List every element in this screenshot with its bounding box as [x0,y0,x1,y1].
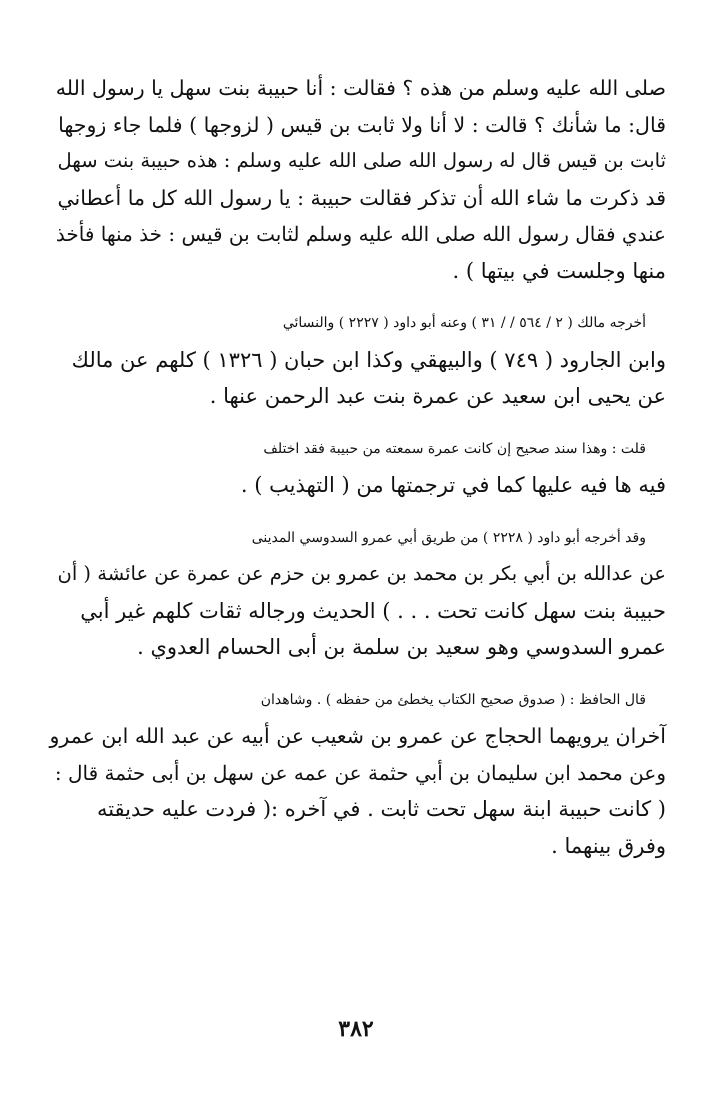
text-line: عن يحيى ابن سعيد عن عمرة بنت عبد الرحمن عنها . [209,384,666,408]
paragraph-5 [44,682,666,865]
text-line: ثابت بن قيس قال له رسول الله صلى الله عليه وسلم : هذه حبيبة بنت سهل [57,149,666,172]
text-line: وابن الجارود ( ٧٤٩ ) والبيهقي وكذا ابن حبان ( ١٣٢٦ ) كلهم عن مالك [71,347,666,372]
text-line: وقد أخرجه أبو داود ( ٢٢٢٨ ) من طريق أبي عمرو السدوسي المدينى [251,529,646,546]
page-body [44,70,666,880]
text-line: ( كانت حبيبة ابنة سهل تحت ثابت . في آخره :( فردت عليه حديقته [96,797,666,821]
text-line: صلى الله عليه وسلم من هذه ؟ فقالت : أنا حبيبة بنت سهل يا رسول الله [55,76,666,100]
paragraph-3 [44,431,666,504]
text-line: وعن محمد ابن سليمان بن أبي حثمة عن عمه عن سهل بن أبى حثمة قال : [54,760,666,785]
text-line: حبيبة بنت سهل كانت تحت . . . ) الحديث ورجاله ثقات كلهم غير أبي [80,598,666,623]
text-line: أخرجه مالك ( ٢ / ٥٦٤ / / ٣١ ) وعنه أبو داود ( ٢٢٢٧ ) والنسائي [282,315,646,331]
text-line: منها وجلست في بيتها ) . [452,258,666,283]
text-line: فيه ها فيه عليها كما في ترجمتها من ( التهذيب ) . [240,473,666,497]
paragraph-1 [44,70,666,289]
text-line: قال الحافظ : ( صدوق صحيح الكتاب يخطئ من حفظه ) . وشاهدان [260,691,646,708]
text-line: عمرو السدوسي وهو سعيد بن سلمة بن أبى الحسام العدوي . [137,635,666,659]
text-line: قال: ما شأنك ؟ قالت : لا أنا ولا ثابت بن قيس ( لزوجها ) فلما جاء زوجها [58,112,666,137]
text-line: قد ذكرت ما شاء الله أن تذكر فقالت حبيبة : يا رسول الله كل ما أعطاني [57,185,666,210]
text-line: وفرق بينهما . [551,833,666,858]
page-number: ٣٨٢ [338,1016,374,1042]
text-line: آخران يرويهما الحجاج عن عمرو بن شعيب عن أبيه عن عبد الله ابن عمرو [49,724,666,748]
paragraph-2 [44,305,666,415]
text-line: عندي فقال رسول الله صلى الله عليه وسلم لثابت بن قيس : خذ منها فأخذ [55,222,666,246]
text-line: قلت : وهذا سند صحيح إن كانت عمرة سمعته من حبيبة فقد اختلف [263,440,646,457]
paragraph-4 [44,520,666,666]
text-line: عن عدالله بن أبي بكر بن محمد بن عمرو بن حزم عن عمرة عن عائشة ( أن [57,562,666,585]
